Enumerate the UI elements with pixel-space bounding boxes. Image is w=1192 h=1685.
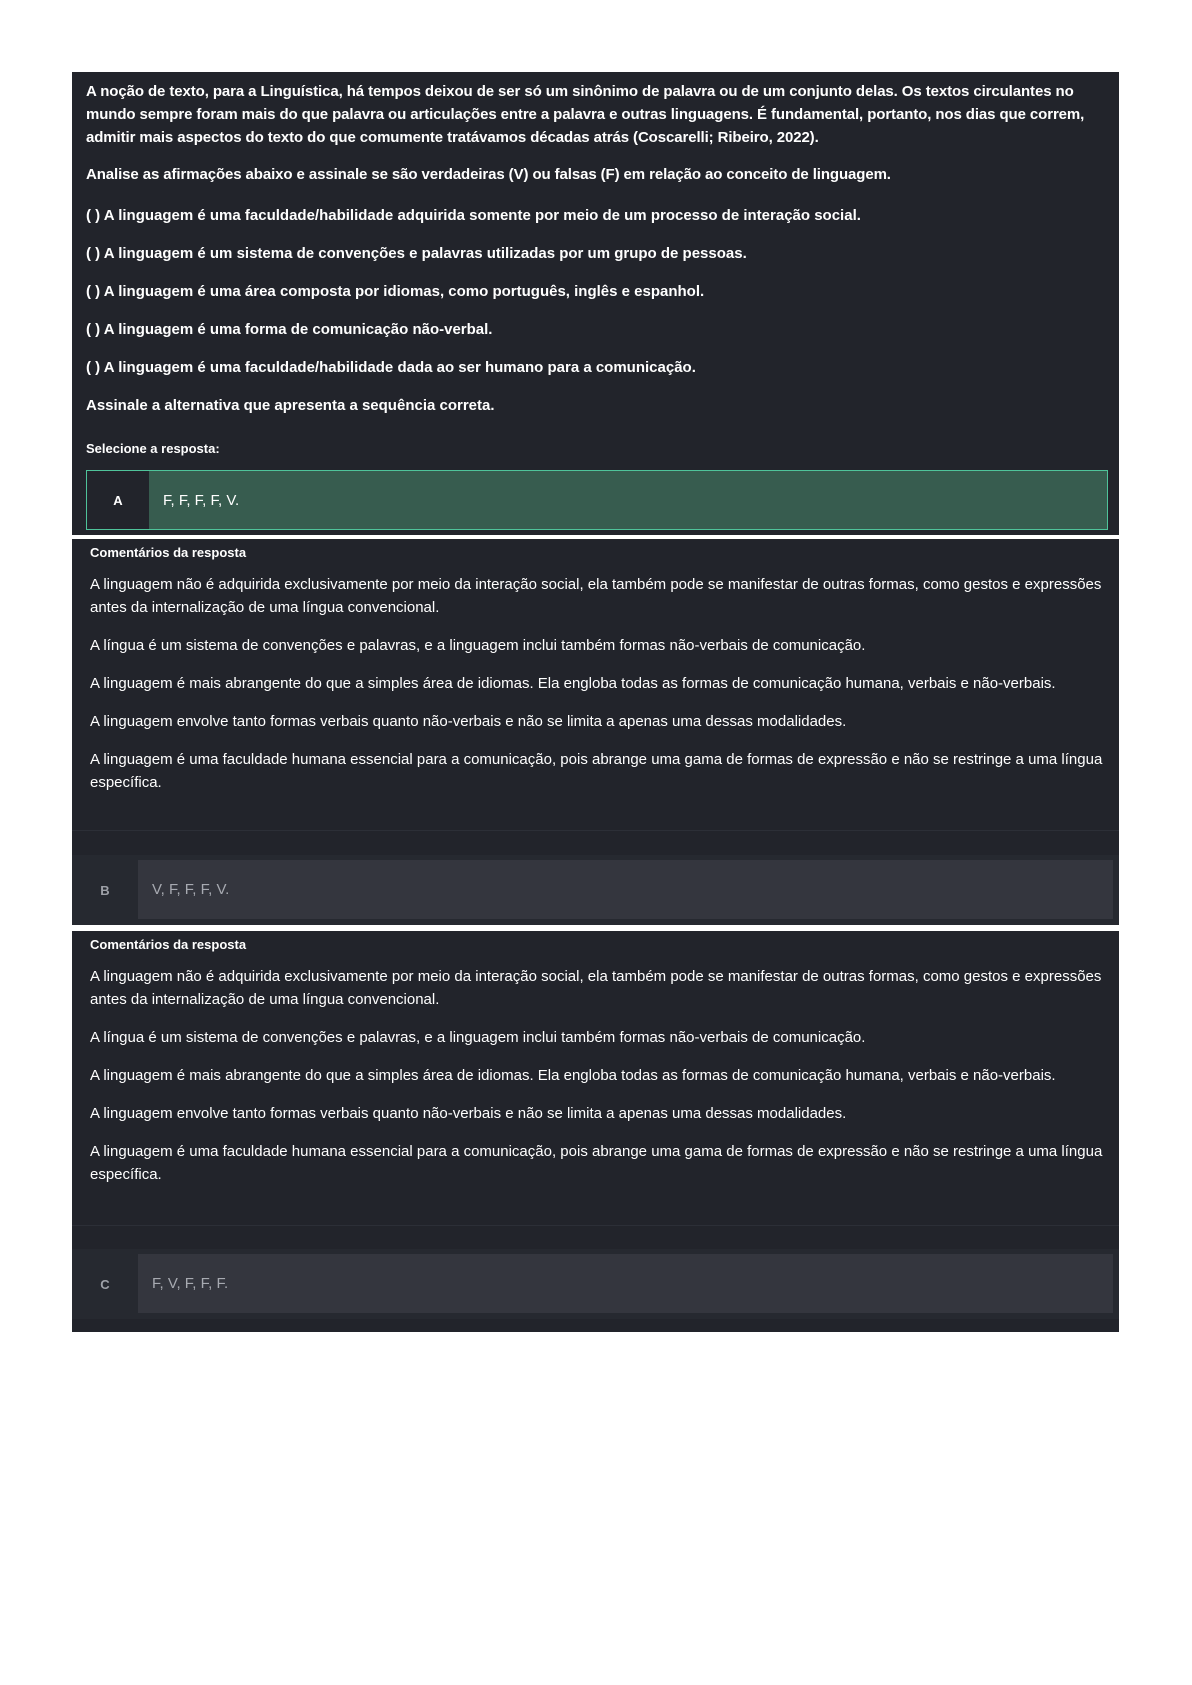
- statement-1: ( ) A linguagem é uma faculdade/habilidade adquirida somente por meio de um processo de interação social.: [86, 207, 861, 224]
- comments-title: Comentários da resposta: [90, 937, 247, 952]
- statement-4: ( ) A linguagem é uma forma de comunicação não-verbal.: [86, 321, 493, 338]
- option-a[interactable]: [86, 470, 1108, 530]
- statement-2: ( ) A linguagem é um sistema de convenções e palavras utilizadas por um grupo de pessoas.: [86, 245, 747, 262]
- option-c[interactable]: [72, 1249, 1119, 1319]
- question-instruction: Analise as afirmações abaixo e assinale se são verdadeiras (V) ou falsas (F) em relação ao conceito de linguagem.: [86, 166, 891, 183]
- option-b[interactable]: [72, 855, 1119, 925]
- comments-title: Comentários da resposta: [90, 545, 247, 560]
- question-closing: Assinale a alternativa que apresenta a sequência correta.: [86, 397, 495, 414]
- statement-3: ( ) A linguagem é uma área composta por idiomas, como português, inglês e espanhol.: [86, 283, 705, 300]
- option-b-text: V, F, F, F, V.: [138, 860, 1113, 919]
- comment-2: A língua é um sistema de convenções e palavras, e a linguagem inclui também formas não-verbais de comunicação.: [90, 1029, 866, 1046]
- statement-5: ( ) A linguagem é uma faculdade/habilidade dada ao ser humano para a comunicação.: [86, 359, 696, 376]
- comments-panel-1: [72, 539, 1119, 925]
- select-answer-label: Selecione a resposta:: [86, 441, 220, 456]
- comment-3: A linguagem é mais abrangente do que a simples área de idiomas. Ela engloba todas as formas de comunicação humana, verbais e não-verbais.: [90, 1067, 1056, 1084]
- comment-1: A linguagem não é adquirida exclusivamente por meio da interação social, ela também pode se manifestar de outras formas, como gestos e expressões antes da internalização de uma língua convencional.: [90, 968, 1102, 1008]
- comment-5: A linguagem é uma faculdade humana essencial para a comunicação, pois abrange uma gama de formas de expressão e não se restringe a uma língua específica.: [90, 1143, 1103, 1183]
- option-c-text: F, V, F, F, F.: [138, 1254, 1113, 1313]
- comment-1: A linguagem não é adquirida exclusivamente por meio da interação social, ela também pode se manifestar de outras formas, como gestos e expressões antes da internalização de uma língua convencional.: [90, 576, 1102, 616]
- option-a-letter: A: [113, 492, 123, 508]
- comment-2: A língua é um sistema de convenções e palavras, e a linguagem inclui também formas não-verbais de comunicação.: [90, 637, 866, 654]
- question-panel: [72, 72, 1119, 535]
- comment-4: A linguagem envolve tanto formas verbais quanto não-verbais e não se limita a apenas uma dessas modalidades.: [90, 713, 847, 730]
- divider: [72, 830, 1119, 831]
- option-c-letter: C: [100, 1276, 110, 1292]
- option-b-letter: B: [100, 882, 110, 898]
- comment-3: A linguagem é mais abrangente do que a simples área de idiomas. Ela engloba todas as formas de comunicação humana, verbais e não-verbais.: [90, 675, 1056, 692]
- comment-5: A linguagem é uma faculdade humana essencial para a comunicação, pois abrange uma gama de formas de expressão e não se restringe a uma língua específica.: [90, 751, 1103, 791]
- divider: [72, 1225, 1119, 1226]
- question-intro: A noção de texto, para a Linguística, há tempos deixou de ser só um sinônimo de palavra ou de um conjunto delas. Os textos circulantes no mundo sempre foram mais do que palavra ou articulações entre a palavra e outras linguagens. É fundamental, portanto, nos dias que correm, admitir mais aspectos do texto do que comumente tratávamos décadas atrás (Coscarelli; Ribeiro, 2022).: [86, 83, 1085, 146]
- comments-panel-2: [72, 931, 1119, 1332]
- option-a-text: F, F, F, F, V.: [149, 471, 1107, 529]
- comment-4: A linguagem envolve tanto formas verbais quanto não-verbais e não se limita a apenas uma dessas modalidades.: [90, 1105, 847, 1122]
